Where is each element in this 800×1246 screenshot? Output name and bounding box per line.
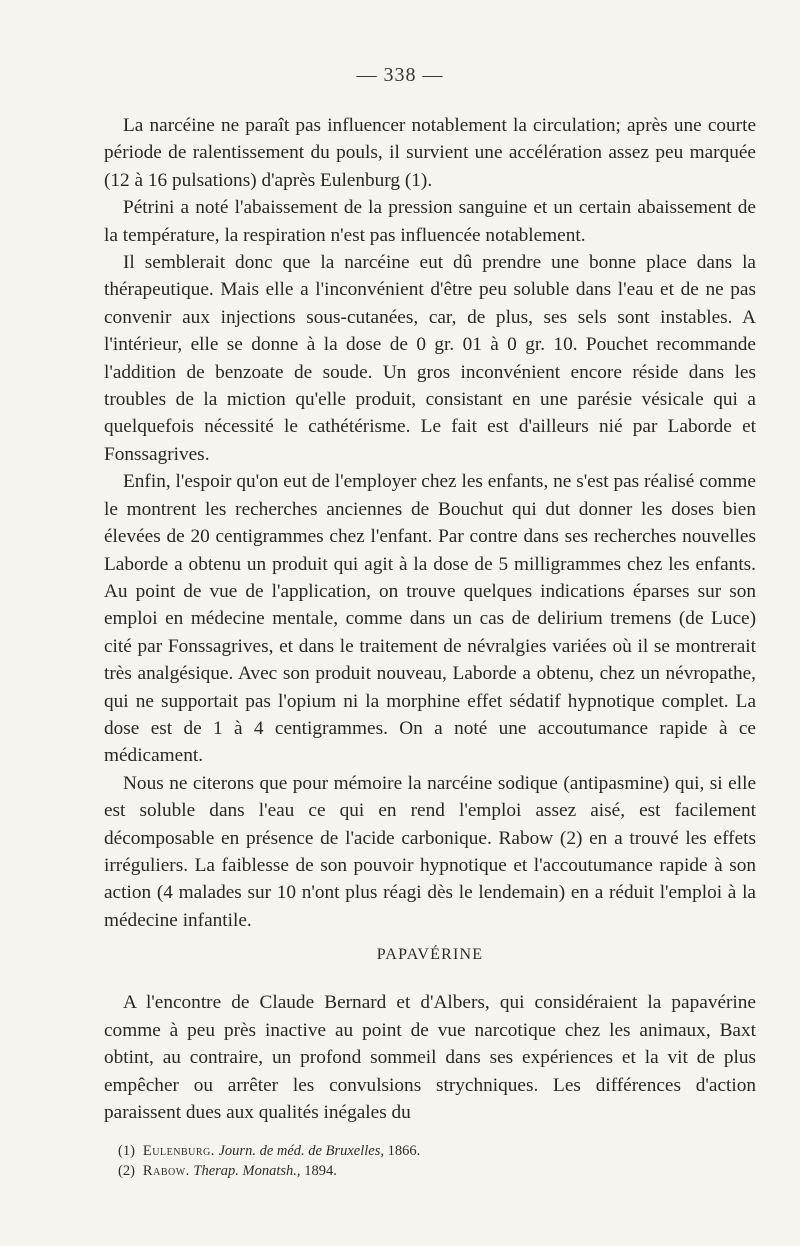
footnote-number: (1) bbox=[118, 1143, 135, 1159]
footnote-year: 1866. bbox=[387, 1143, 421, 1159]
footnotes bbox=[118, 1141, 758, 1181]
footnote-year: 1894. bbox=[304, 1163, 337, 1179]
paragraph: Il semblerait donc que la narcéine eut dû prendre une bonne place dans la thérapeutique. Mais elle a l'inconvénient d'être peu soluble dans l'eau et de ne pas convenir aux injections sous-cutanées, car, de plus, ses sels sont instables. A l'intérieur, elle se donne à la dose de 0 gr. 01 à 0 gr. 10. Pouchet recommande l'addition de benzoate de soude. Un gros inconvénient encore réside dans les troubles de la miction qu'elle produit, consistant en une parésie vésicale qui a quelquefois nécessité le cathétérisme. Le fait est d'ailleurs nié par Laborde et Fonssagrives. bbox=[104, 252, 756, 465]
paragraph: Pétrini a noté l'abaissement de la pression sanguine et un certain abaissement de la température, la respiration n'est pas influencée notablement. bbox=[104, 197, 756, 246]
footnote-title: Journ. de méd. de Bruxelles, bbox=[218, 1143, 384, 1159]
page-number: — 338 — bbox=[356, 64, 444, 86]
paragraph: Nous ne citerons que pour mémoire la narcéine sodique (antipasmine) qui, si elle est soluble dans l'eau ce qui en rend l'emploi assez aisé, est facilement décomposable en présence de l'acide carbonique. Rabow (2) en a trouvé les effets irréguliers. La faiblesse de son pouvoir hypnotique et l'accoutumance rapide à son action (4 malades sur 10 n'ont plus réagi dès le lendemain) en a réduit l'emploi à la médecine infantile. bbox=[104, 772, 756, 931]
main-text bbox=[104, 112, 756, 934]
footnote-number: (2) bbox=[118, 1163, 135, 1179]
section-heading: PAPAVÉRINE bbox=[376, 946, 484, 963]
paragraph: La narcéine ne paraît pas influencer notablement la circulation; après une courte période de ralentissement du pouls, il survient une accélération assez peu marquée (12 à 16 pulsations) d'après Eulenburg (1). bbox=[104, 115, 756, 191]
section-text bbox=[104, 989, 756, 1127]
footnote bbox=[118, 1161, 758, 1181]
footnote-title: Therap. Monatsh., bbox=[193, 1163, 301, 1179]
footnote-author: Rabow. bbox=[142, 1163, 190, 1179]
footnote bbox=[118, 1141, 758, 1161]
paragraph: A l'encontre de Claude Bernard et d'Albers, qui considéraient la papavérine comme à peu près inactive au point de vue narcotique chez les animaux, Baxt obtint, au contraire, un profond sommeil dans ses expériences et la vit de plus empêcher ou arrêter les convulsions strychniques. Les différences d'action paraissent dues aux qualités inégales du bbox=[104, 992, 756, 1123]
footnote-author: Eulenburg. bbox=[142, 1143, 215, 1159]
paragraph: Enfin, l'espoir qu'on eut de l'employer chez les enfants, ne s'est pas réalisé comme le montrent les recherches anciennes de Bouchut qui dut donner les doses bien élevées de 20 centigrammes chez l'enfant. Par contre dans ses recherches nouvelles Laborde a obtenu un produit qui agit à la dose de 5 milligrammes chez les enfants. Au point de vue de l'application, on trouve quelques indications éparses sur son emploi en médecine mentale, comme dans un cas de delirium tremens (de Luce) cité par Fonssagrives, et dans le traitement de névralgies variées où il se montrerait très analgésique. Avec son produit nouveau, Laborde a obtenu, chez un névropathe, qui ne supportait pas l'opium ni la morphine effet sédatif hypnotique complet. La dose est de 1 à 4 centigrammes. On a noté une accoutumance rapide à ce médicament. bbox=[104, 471, 756, 767]
